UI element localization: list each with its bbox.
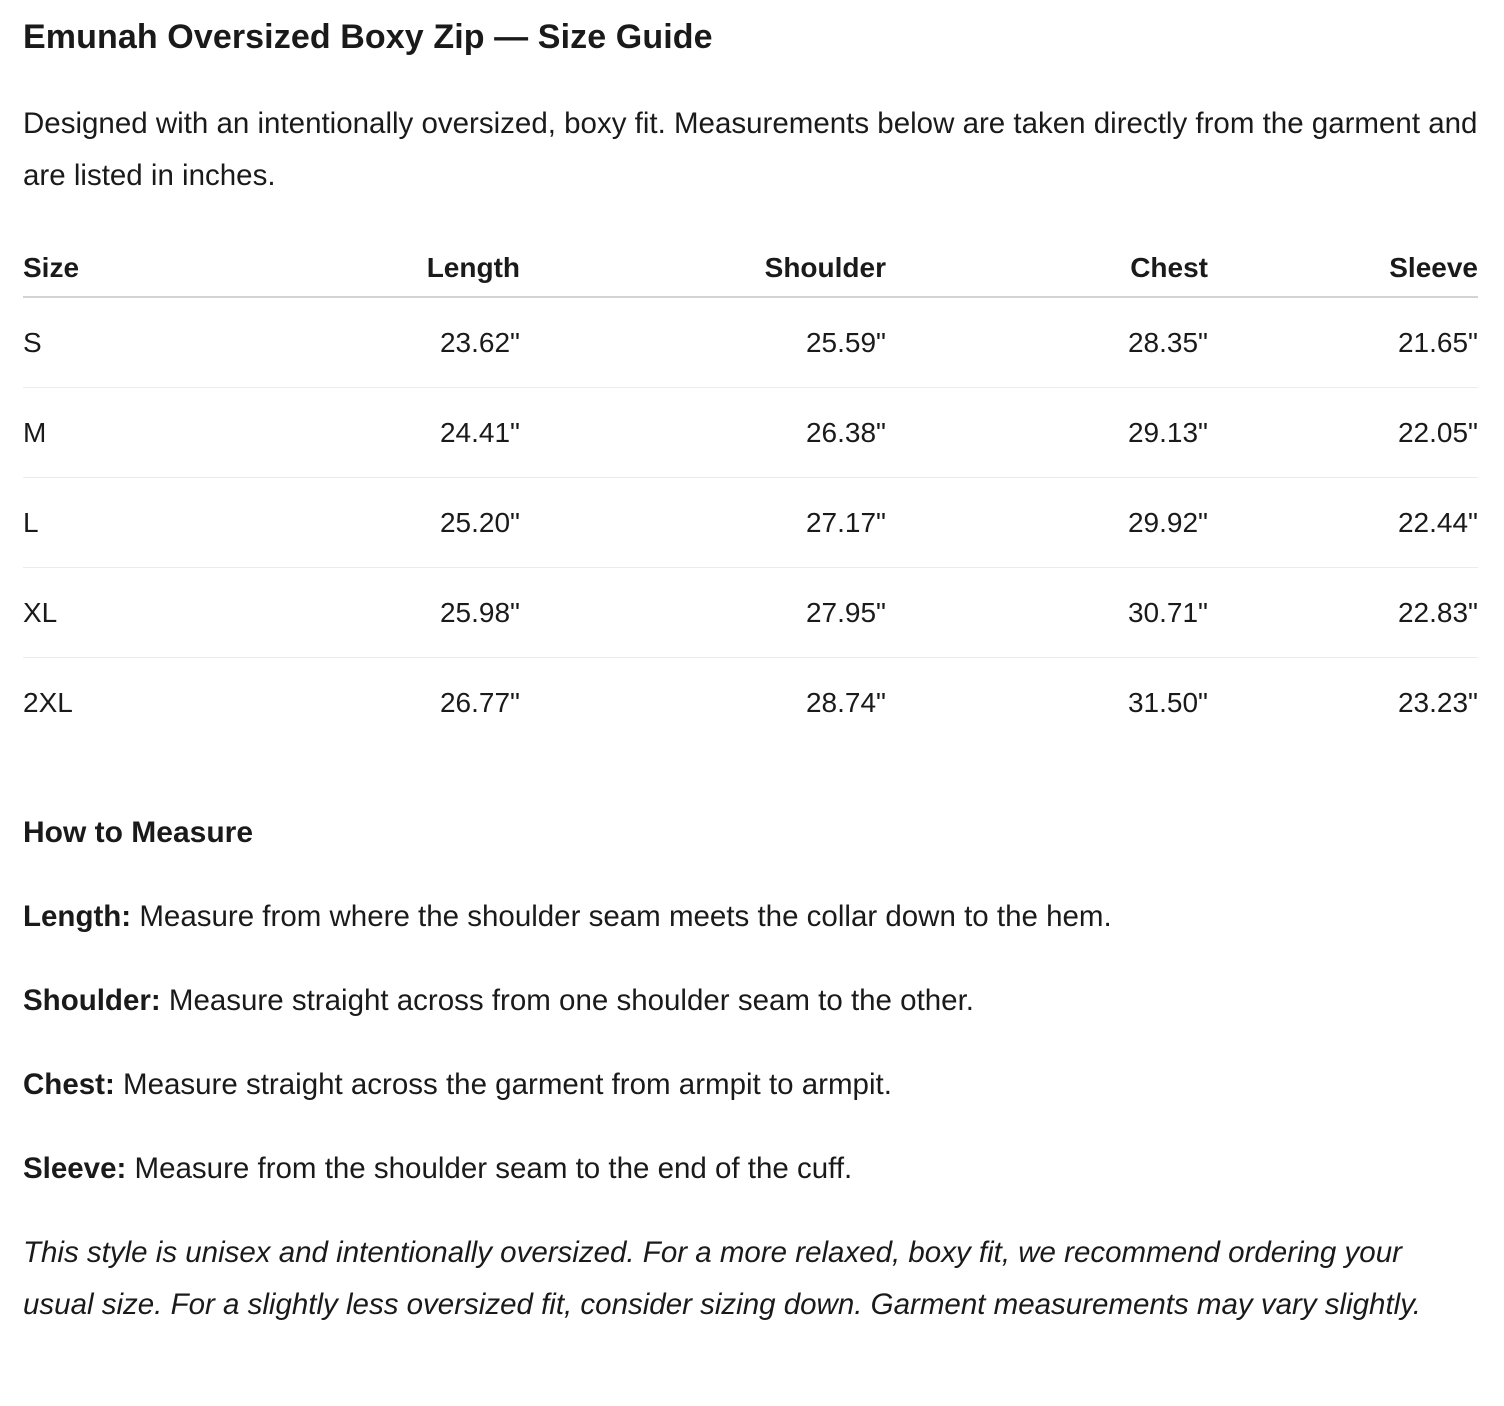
measure-term: Length: <box>23 900 132 933</box>
measure-text: Measure from the shoulder seam to the end of the cuff. <box>126 1152 853 1185</box>
measure-shoulder <box>23 980 974 1022</box>
header-length: Length <box>223 240 520 297</box>
size-cell: 2XL <box>23 686 73 718</box>
table-row <box>23 658 1478 748</box>
measure-chest <box>23 1064 892 1106</box>
chest-cell: 31.50" <box>1127 686 1208 718</box>
sleeve-cell: 21.65" <box>1208 297 1478 388</box>
measure-term: Sleeve: <box>23 1152 127 1185</box>
intro-text: Designed with an intentionally oversized, boxy fit. Measurements below are taken directly from the garment and are listed in inches. <box>23 107 1478 192</box>
table-row <box>23 388 1478 478</box>
measure-length <box>23 896 1112 938</box>
table-row <box>23 478 1478 568</box>
fit-note: This style is unisex and intentionally oversized. For a more relaxed, boxy fit, we recommend ordering your usual size. For a slightly less oversized fit, consider sizing down. Garment measurements may vary slightly. <box>23 1236 1421 1321</box>
size-table <box>23 240 1478 747</box>
chest-cell: 29.13" <box>886 388 1208 478</box>
sleeve-cell: 22.05" <box>1208 388 1478 478</box>
header-chest: Chest <box>886 240 1208 297</box>
header-shoulder: Shoulder <box>520 240 886 297</box>
measure-text: Measure from where the shoulder seam meets the collar down to the hem. <box>131 900 1112 933</box>
measure-sleeve <box>23 1148 852 1190</box>
chest-cell: 30.71" <box>886 568 1208 658</box>
chest-cell: 28.35" <box>886 297 1208 388</box>
header-sleeve: Sleeve <box>1208 240 1478 297</box>
measure-text: Measure straight across from one shoulder seam to the other. <box>160 984 974 1017</box>
page-title: Emunah Oversized Boxy Zip — Size Guide <box>23 18 713 56</box>
size-cell: M <box>23 388 223 478</box>
measure-term: Shoulder: <box>23 984 161 1017</box>
shoulder-cell: 26.38" <box>520 388 886 478</box>
shoulder-cell: 28.74" <box>805 686 886 718</box>
table-row <box>23 297 1478 388</box>
sleeve-cell: 22.83" <box>1208 568 1478 658</box>
size-cell: S <box>23 297 223 388</box>
size-cell: XL <box>23 568 223 658</box>
header-size: Size <box>23 240 223 297</box>
sleeve-cell: 22.44" <box>1208 478 1478 568</box>
length-cell: 26.77" <box>439 686 520 718</box>
shoulder-cell: 27.95" <box>520 568 886 658</box>
length-cell: 25.98" <box>223 568 520 658</box>
length-cell: 24.41" <box>223 388 520 478</box>
size-cell: L <box>23 478 223 568</box>
length-cell: 25.20" <box>223 478 520 568</box>
shoulder-cell: 27.17" <box>520 478 886 568</box>
length-cell: 23.62" <box>223 297 520 388</box>
measure-term: Chest: <box>23 1068 115 1101</box>
sleeve-cell: 23.23" <box>1397 686 1478 718</box>
measure-text: Measure straight across the garment from armpit to armpit. <box>114 1068 892 1101</box>
table-row <box>23 568 1478 658</box>
how-to-measure-heading: How to Measure <box>23 816 254 849</box>
shoulder-cell: 25.59" <box>520 297 886 388</box>
table-header-row <box>23 240 1478 297</box>
chest-cell: 29.92" <box>886 478 1208 568</box>
